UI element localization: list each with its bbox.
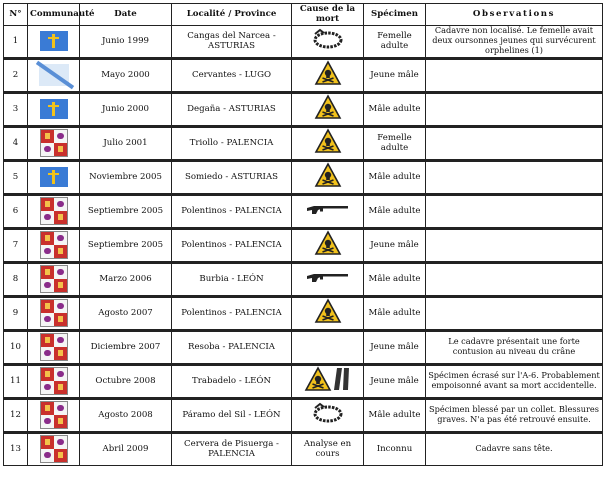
row-date: Septiembre 2005 (80, 228, 172, 262)
header-location: Localité / Province (172, 4, 292, 26)
row-observations (426, 160, 603, 194)
castilla-leon-flag-icon (40, 401, 68, 429)
row-date: Junio 1999 (80, 25, 172, 58)
row-observations: Cadavre non localisé. Le femelle avait deux oursonnes jeunes qui survécurent orphelines (1) (426, 25, 603, 58)
row-observations (426, 92, 603, 126)
row-cause (292, 194, 364, 228)
row-specimen: Femelle adulte (364, 126, 426, 160)
row-community (28, 92, 80, 126)
row-specimen: Inconnu (364, 432, 426, 465)
row-specimen: Jeune mâle (364, 228, 426, 262)
row-specimen: Mâle adulte (364, 398, 426, 432)
row-cause (292, 25, 364, 58)
row-specimen: Mâle adulte (364, 262, 426, 296)
row-num: 7 (4, 228, 28, 262)
row-observations: Cadavre sans tête. (426, 432, 603, 465)
row-date: Marzo 2006 (80, 262, 172, 296)
row-num: 13 (4, 432, 28, 465)
poison-warning-icon (315, 231, 341, 258)
row-cause (292, 228, 364, 262)
row-location: Cervera de Pisuerga - PALENCIA (172, 432, 292, 465)
row-specimen: Mâle adulte (364, 296, 426, 330)
row-location: Páramo del Sil - LEÓN (172, 398, 292, 432)
castilla-leon-flag-icon (40, 333, 68, 361)
table-row (4, 330, 603, 364)
row-community (28, 432, 80, 465)
header-date: Date (80, 4, 172, 26)
header-observations: Observations (426, 4, 603, 26)
castilla-leon-flag-icon (40, 197, 68, 225)
row-date: Abril 2009 (80, 432, 172, 465)
row-observations (426, 58, 603, 92)
table-row (4, 160, 603, 194)
row-location: Triollo - PALENCIA (172, 126, 292, 160)
galicia-flag-icon (39, 64, 69, 86)
row-community (28, 228, 80, 262)
row-location: Polentinos - PALENCIA (172, 296, 292, 330)
table-row (4, 262, 603, 296)
row-location: Burbia - LEÓN (172, 262, 292, 296)
table-row (4, 432, 603, 465)
row-cause (292, 432, 364, 465)
row-date: Septiembre 2005 (80, 194, 172, 228)
row-observations (426, 194, 603, 228)
poison-warning-icon (315, 61, 341, 88)
row-specimen: Mâle adulte (364, 194, 426, 228)
row-community (28, 398, 80, 432)
row-community (28, 160, 80, 194)
row-community (28, 25, 80, 58)
row-location: Trabadelo - LEÓN (172, 364, 292, 398)
row-date: Agosto 2008 (80, 398, 172, 432)
row-num: 1 (4, 25, 28, 58)
row-location: Polentinos - PALENCIA (172, 228, 292, 262)
header-cause: Cause de la mort (292, 4, 364, 26)
row-num: 2 (4, 58, 28, 92)
snare-icon (312, 402, 344, 427)
row-cause (292, 126, 364, 160)
poison-warning-icon (305, 367, 331, 394)
asturias-flag-icon (40, 31, 68, 51)
row-location: Resoba - PALENCIA (172, 330, 292, 364)
row-location: Polentinos - PALENCIA (172, 194, 292, 228)
poison-warning-icon (315, 163, 341, 190)
poison-warning-icon (315, 129, 341, 156)
cause-text: Analyse en cours (303, 438, 352, 460)
row-observations: Spécimen écrasé sur l'A-6. Probablement empoisonné avant sa mort accidentelle. (426, 364, 603, 398)
row-num: 3 (4, 92, 28, 126)
row-num: 12 (4, 398, 28, 432)
row-specimen: Jeune mâle (364, 364, 426, 398)
castilla-leon-flag-icon (40, 231, 68, 259)
table-row (4, 92, 603, 126)
snare-icon (312, 28, 344, 53)
row-num: 4 (4, 126, 28, 160)
castilla-leon-flag-icon (40, 299, 68, 327)
row-community (28, 194, 80, 228)
row-specimen: Jeune mâle (364, 330, 426, 364)
asturias-flag-icon (40, 99, 68, 119)
row-community (28, 330, 80, 364)
row-specimen: Mâle adulte (364, 160, 426, 194)
row-observations (426, 262, 603, 296)
row-cause (292, 296, 364, 330)
row-num: 6 (4, 194, 28, 228)
row-date: Agosto 2007 (80, 296, 172, 330)
row-cause (292, 330, 364, 364)
header-community: Communauté (28, 4, 80, 26)
row-num: 11 (4, 364, 28, 398)
row-location: Cangas del Narcea - ASTURIAS (172, 25, 292, 58)
row-specimen: Mâle adulte (364, 92, 426, 126)
rifle-icon (306, 202, 350, 219)
table-row (4, 58, 603, 92)
table-row (4, 364, 603, 398)
row-date: Noviembre 2005 (80, 160, 172, 194)
row-observations: Le cadavre présentait une forte contusion au niveau du crâne (426, 330, 603, 364)
row-cause (292, 364, 364, 398)
row-community (28, 58, 80, 92)
row-location: Cervantes - LUGO (172, 58, 292, 92)
castilla-leon-flag-icon (40, 367, 68, 395)
row-date: Julio 2001 (80, 126, 172, 160)
row-specimen: Femelle adulte (364, 25, 426, 58)
bear-deaths-table (3, 3, 603, 466)
row-location: Degaña - ASTURIAS (172, 92, 292, 126)
row-num: 9 (4, 296, 28, 330)
castilla-leon-flag-icon (40, 265, 68, 293)
table-row (4, 398, 603, 432)
row-community (28, 126, 80, 160)
row-observations (426, 228, 603, 262)
row-observations (426, 126, 603, 160)
poison-warning-icon (315, 95, 341, 122)
row-community (28, 262, 80, 296)
row-date: Mayo 2000 (80, 58, 172, 92)
table-row (4, 126, 603, 160)
row-observations (426, 296, 603, 330)
castilla-leon-flag-icon (40, 435, 68, 463)
poison-warning-icon (315, 299, 341, 326)
row-specimen: Jeune mâle (364, 58, 426, 92)
row-date: Octubre 2008 (80, 364, 172, 398)
header-specimen: Spécimen (364, 4, 426, 26)
row-num: 8 (4, 262, 28, 296)
row-observations: Spécimen blessé par un collet. Blessures graves. N'a pas été retrouvé ensuite. (426, 398, 603, 432)
row-date: Diciembre 2007 (80, 330, 172, 364)
table-row (4, 228, 603, 262)
table-row (4, 296, 603, 330)
row-cause (292, 262, 364, 296)
castilla-leon-flag-icon (40, 129, 68, 157)
row-cause (292, 58, 364, 92)
header-num: N° (4, 4, 28, 26)
row-community (28, 364, 80, 398)
rifle-icon (306, 270, 350, 287)
table-row (4, 194, 603, 228)
row-community (28, 296, 80, 330)
table-header-row (4, 4, 603, 26)
row-cause (292, 398, 364, 432)
row-location: Somiedo - ASTURIAS (172, 160, 292, 194)
asturias-flag-icon (40, 167, 68, 187)
row-cause (292, 92, 364, 126)
row-date: Junio 2000 (80, 92, 172, 126)
table-row (4, 25, 603, 58)
road-icon (334, 367, 350, 394)
row-num: 5 (4, 160, 28, 194)
row-cause (292, 160, 364, 194)
row-num: 10 (4, 330, 28, 364)
